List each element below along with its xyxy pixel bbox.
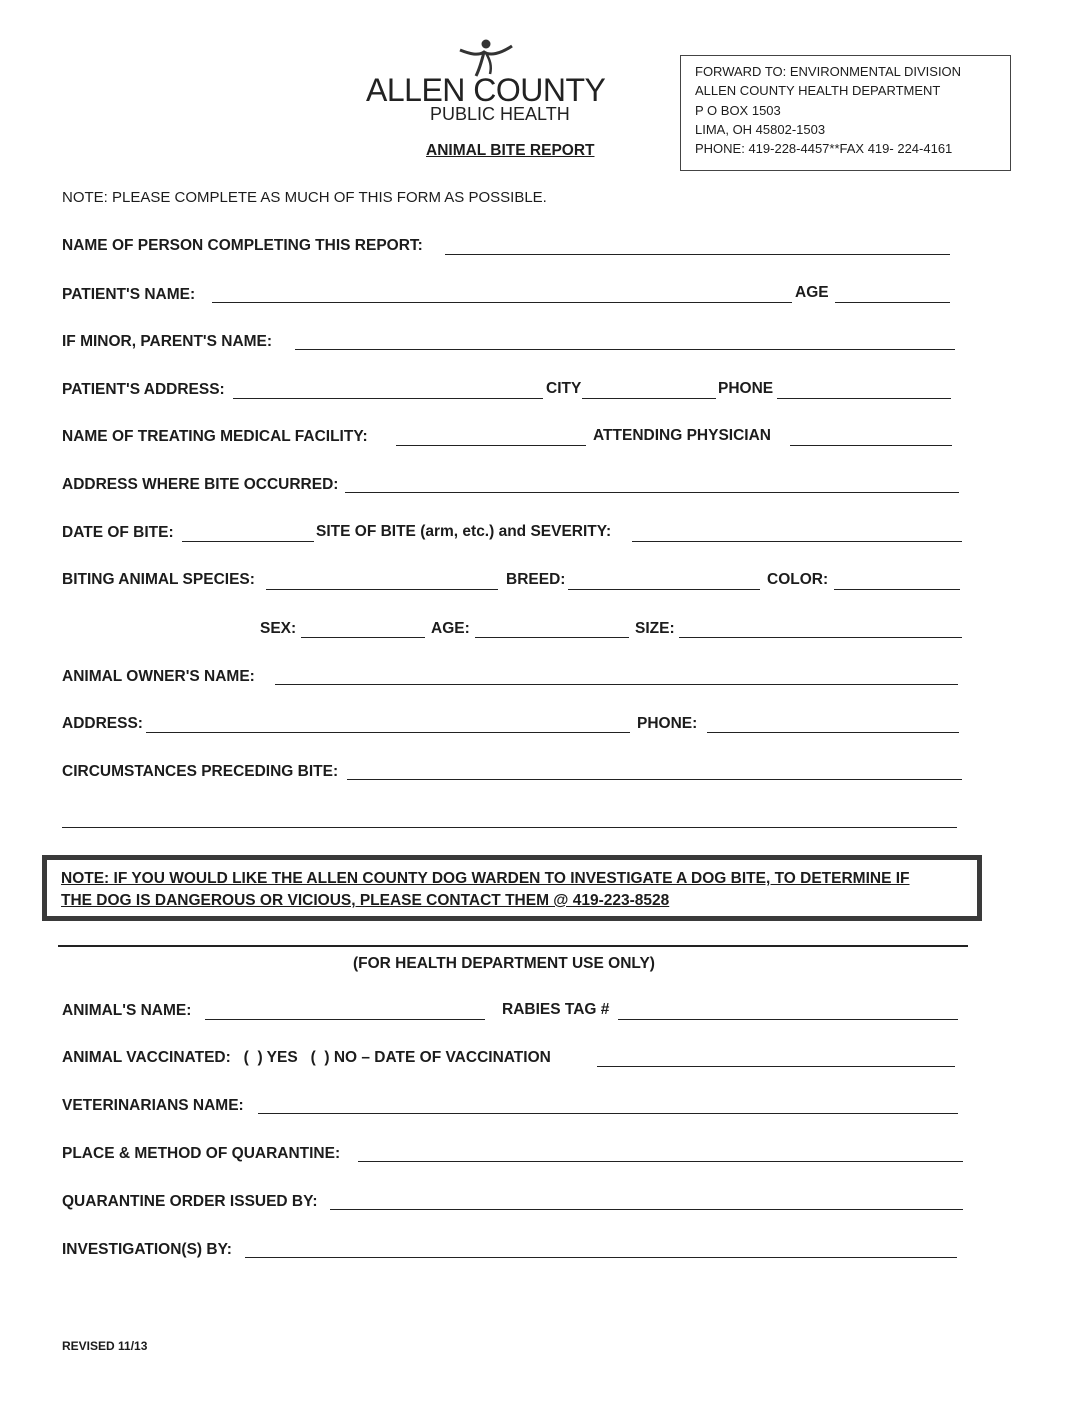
vaccinated-label: ANIMAL VACCINATED: ( ) YES ( ) NO – DATE OF VACCINATION	[62, 1049, 551, 1066]
patient-name-label: PATIENT'S NAME:	[62, 286, 196, 303]
sex-label: SEX:	[260, 620, 297, 637]
vet-name-field[interactable]	[258, 1113, 958, 1114]
investigations-label: INVESTIGATION(S) BY:	[62, 1241, 232, 1258]
vet-name-label: VETERINARIANS NAME:	[62, 1097, 244, 1114]
completing-person-field[interactable]	[445, 254, 950, 255]
species-field[interactable]	[266, 589, 498, 590]
office-use-heading: (FOR HEALTH DEPARTMENT USE ONLY)	[353, 955, 655, 972]
patient-age-label: AGE	[795, 284, 829, 301]
species-label: BITING ANIMAL SPECIES:	[62, 571, 255, 588]
forward-to-line: P O BOX 1503	[695, 103, 781, 118]
site-of-bite-field[interactable]	[632, 541, 962, 542]
logo	[366, 38, 658, 128]
vaccination-date-field[interactable]	[597, 1066, 955, 1067]
circumstances-label: CIRCUMSTANCES PRECEDING BITE:	[62, 763, 339, 780]
office-use-divider	[58, 945, 968, 947]
city-label: CITY	[546, 380, 582, 397]
quarantine-place-label: PLACE & METHOD OF QUARANTINE:	[62, 1145, 341, 1162]
sex-field[interactable]	[301, 637, 425, 638]
forward-to-line: LIMA, OH 45802-1503	[695, 122, 826, 137]
completing-person-label: NAME OF PERSON COMPLETING THIS REPORT:	[62, 237, 423, 254]
animal-age-label: AGE:	[431, 620, 470, 637]
quarantine-place-field[interactable]	[358, 1161, 963, 1162]
investigations-field[interactable]	[245, 1257, 957, 1258]
forward-to-line: ALLEN COUNTY HEALTH DEPARTMENT	[695, 83, 941, 98]
logo-title: ALLEN COUNTY	[366, 72, 606, 108]
patient-phone-field[interactable]	[777, 398, 951, 399]
parent-name-field[interactable]	[295, 349, 955, 350]
patient-address-label: PATIENT'S ADDRESS:	[62, 381, 225, 398]
owner-address-label: ADDRESS:	[62, 715, 143, 732]
city-field[interactable]	[582, 398, 716, 399]
owner-phone-field[interactable]	[707, 732, 959, 733]
circumstances-field-extra[interactable]	[62, 827, 957, 828]
date-of-bite-field[interactable]	[182, 541, 314, 542]
owner-name-field[interactable]	[275, 684, 958, 685]
color-field[interactable]	[834, 589, 960, 590]
physician-field[interactable]	[790, 445, 952, 446]
size-field[interactable]	[679, 637, 962, 638]
owner-address-field[interactable]	[146, 732, 630, 733]
animal-age-field[interactable]	[475, 637, 629, 638]
forward-to-line: FORWARD TO: ENVIRONMENTAL DIVISION	[695, 64, 962, 79]
medical-facility-field[interactable]	[396, 445, 586, 446]
circumstances-field[interactable]	[347, 779, 962, 780]
animal-name-label: ANIMAL'S NAME:	[62, 1002, 192, 1019]
patient-name-field[interactable]	[212, 302, 792, 303]
forward-to-box	[680, 55, 1011, 171]
bite-address-label: ADDRESS WHERE BITE OCCURRED:	[62, 476, 339, 493]
forward-to-line: PHONE: 419-228-4457**FAX 419- 224-4161	[695, 141, 953, 156]
medical-facility-label: NAME OF TREATING MEDICAL FACILITY:	[62, 428, 368, 445]
form-title: ANIMAL BITE REPORT	[426, 142, 595, 159]
size-label: SIZE:	[635, 620, 675, 637]
breed-field[interactable]	[568, 589, 760, 590]
animal-name-field[interactable]	[205, 1019, 485, 1020]
quarantine-issued-label: QUARANTINE ORDER ISSUED BY:	[62, 1193, 318, 1210]
bite-address-field[interactable]	[345, 492, 959, 493]
completion-note: NOTE: PLEASE COMPLETE AS MUCH OF THIS FORM AS POSSIBLE.	[62, 189, 547, 206]
owner-name-label: ANIMAL OWNER'S NAME:	[62, 668, 255, 685]
rabies-tag-field[interactable]	[618, 1019, 958, 1020]
breed-label: BREED:	[506, 571, 566, 588]
rabies-tag-label: RABIES TAG #	[502, 1001, 610, 1018]
site-of-bite-label: SITE OF BITE (arm, etc.) and SEVERITY:	[316, 523, 612, 540]
physician-label: ATTENDING PHYSICIAN	[593, 427, 771, 444]
revised-date: REVISED 11/13	[62, 1339, 148, 1353]
owner-phone-label: PHONE:	[637, 715, 698, 732]
patient-age-field[interactable]	[835, 302, 950, 303]
logo-subtitle: PUBLIC HEALTH	[430, 104, 570, 124]
dog-warden-note-line1: NOTE: IF YOU WOULD LIKE THE ALLEN COUNTY DOG WARDEN TO INVESTIGATE A DOG BITE, TO DETERMINE IF	[61, 870, 910, 887]
patient-address-field[interactable]	[233, 398, 543, 399]
quarantine-issued-field[interactable]	[330, 1209, 963, 1210]
color-label: COLOR:	[767, 571, 829, 588]
dog-warden-note-box	[42, 855, 982, 921]
parent-name-label: IF MINOR, PARENT'S NAME:	[62, 333, 273, 350]
patient-phone-label: PHONE	[718, 380, 774, 397]
date-of-bite-label: DATE OF BITE:	[62, 524, 174, 541]
dog-warden-note-line2: THE DOG IS DANGEROUS OR VICIOUS, PLEASE CONTACT THEM @ 419-223-8528	[61, 892, 670, 909]
